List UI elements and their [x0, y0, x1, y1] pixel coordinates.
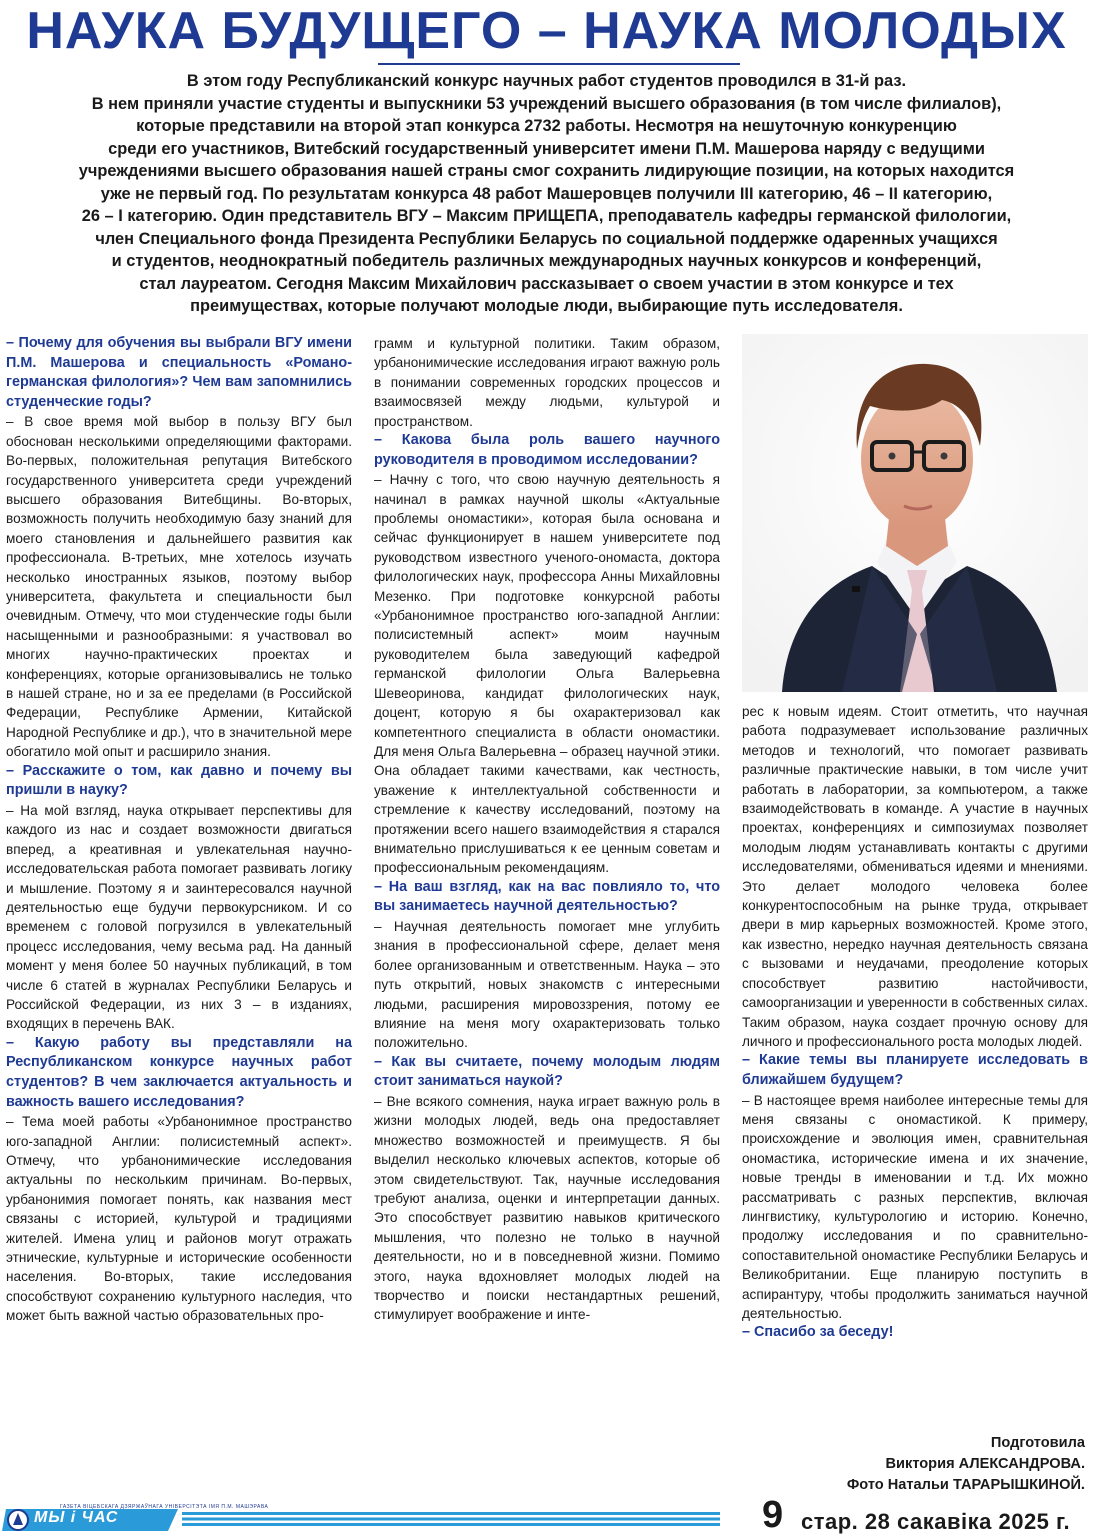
interview-question: – Как вы считаете, почему молодым людям стоит заниматься наукой? [374, 1053, 720, 1090]
interview-question: – Какова была роль вашего научного руководителя в проводимом исследовании? [374, 432, 720, 468]
interview-answer: рес к новым идеям. Стоит отметить, что научная работа подразумевает использование различных методов и технологий, что помогает развивать различные практические навыки, в том числе учит работать в лаборатории, за компьютером, а также взаимодействовать в команде. А участие в научных проектах, конференциях и симпозиумах позволяет молодым людям устанавливать контакты с другими исследователями, обмениваться идеями и мнениями. Это делает молодого человека более конкурентоспособным на рынке труда, открывает двери в мир карьерных возможностей. Кроме этого, как известно, нередко научная деятельность связана с вызовами и неудачами, преодоление которых способствует развитию настойчивости, самоорганизации и уверенности в собственных силах. Таким образом, наука создает прочную основу для личного и профессионального роста молодых людей. [742, 704, 1088, 1049]
credits-line-1: Подготовила [990, 1435, 1085, 1451]
lead-line: 26 – I категорию. Один представитель ВГУ – Максим ПРИЩЕПА, преподаватель кафедры германской филологии, [81, 207, 1012, 225]
lead-paragraph [14, 70, 1079, 318]
lead-line: преимуществах, которые получают молодые люди, выбирающие путь исследователя. [190, 297, 903, 315]
interview-answer: – Тема моей работы «Урбанонимное пространство юго-западной Англии: полисистемный аспект». Отмечу, что урбанонимические исследования актуальны по нескольким причинам. Во-первых, урбанонимия помогает понять, как названия мест связаны с историей, культурой и традициями жителей. Имена улиц и районов могут отражать этнические, культурные и исторические особенности населения. Во-вторых, такие исследования способствуют сохранению культурного наследия, что может быть важной частью образовательных про- [6, 1114, 352, 1324]
interview-question: – Расскажите о том, как давно и почему вы пришли в науку? [6, 762, 352, 799]
lead-line: В этом году Республиканский конкурс научных работ студентов проводился в 31-й раз. [186, 72, 907, 90]
interview-question: – Спасибо за беседу! [742, 1324, 894, 1341]
lead-line: учреждениями высшего образования нашей страны смог сохранить лидирующие позиции, на которых находится [78, 162, 1015, 180]
headline: НАУКА БУДУЩЕГО – НАУКА МОЛОДЫХ [26, 2, 1067, 60]
interview-answer: – В свое время мой выбор в пользу ВГУ был обоснован несколькими определяющими факторами. Во-первых, положительная репутация Витебского государственного университета среди учреждений высшего образования Витебщины. Во-вторых, возможность получить необходимую базу знаний для моего становления и дальнейшего развития как профессионала. В-третьих, мне хотелось изучать несколько иностранных языков, поэтому выбор университета, факультета и специальности был очевидным. Отмечу, что мои студенческие годы были насыщенными и разнообразными: я участвовал во многих научно-практических проектах и конференциях, которые организовывались не только в нашей стране, но и за ее пределами (в Российской Федерации, Республике Армении, Китайской Народной Республике и др.), что в значительной мере обогатило мой опыт и расширило знания. [6, 414, 352, 760]
title-rule [378, 63, 740, 65]
portrait-photo [742, 334, 1088, 692]
interview-answer: грамм и культурной политики. Таким образом, урбанонимические исследования играют важную роль в понимании современных городских процессов и взаимосвязей между людьми, культурой и пространством. [374, 336, 720, 429]
article-column-1 [6, 334, 352, 1326]
interview-question: – Какую работу вы представляли на Республиканском конкурсе научных работ студентов? В чем заключается актуальность и важность вашего исследования? [6, 1034, 352, 1110]
footer-stripes [182, 1512, 720, 1526]
interview-answer: – Вне всякого сомнения, наука играет важную роль в жизни молодых людей, ведь она предоставляет множество возможностей и преимуществ. Я бы выделил несколько ключевых аспектов, которые об этом свидетельствуют. Так, научные исследования требуют анализа, оценки и интерпретации данных. Это способствует развитию навыков критического мышления, что полезно не только в научной деятельности, но и в повседневной жизни. Помимо этого, наука вдохновляет молодых людей на творчество и поиски нестандартных решений, стимулирует воображение и инте- [374, 1093, 720, 1323]
interview-question: – Почему для обучения вы выбрали ВГУ имени П.М. Машерова и специальность «Романо-германская филология»? Чем вам запомнились студенческие годы? [6, 335, 352, 410]
lead-line: уже не первый год. По результатам конкурса 48 работ Машеровцев получили III категорию, 46 – II категорию, [100, 184, 993, 203]
logo-subtitle: ГАЗЕТА ВІЦЕБСКАГА ДЗЯРЖАЎНАГА УНІВЕРСІТЭТА ІМЯ П.М. МАШЭРАВА [60, 1504, 269, 1510]
lead-line: которые представили на второй этап конкурса 2732 работы. Несмотря на нешуточную конкуренцию [136, 117, 957, 135]
credits-photo: Фото Натальи ТАРАРЫШКИНОЙ. [846, 1477, 1085, 1493]
logo-text: МЫ і ЧАС [34, 1509, 119, 1526]
interview-question: – Какие темы вы планируете исследовать в ближайшем будущем? [742, 1052, 1088, 1088]
credits-author: Виктория АЛЕКСАНДРОВА. [885, 1456, 1085, 1472]
interview-question: – На ваш взгляд, как на вас повлияло то, что вы занимаетесь научной деятельностью? [374, 878, 720, 915]
interview-answer: – В настоящее время наиболее интересные темы для меня связаны с ономастикой. К примеру, происхождение и эволюция имен, сравнительная ономастика, исторические имена и их значение, новые тренды в именовании и т.д. Их можно рассматривать с разных перспектив, включая лингвистику, культурологию и историю. Конечно, продолжу исследования и по сравнительно-сопоставительной ономастике Республики Беларусь и Великобритании. Еще планирую поступить в аспирантуру, чтобы продолжить заниматься научной деятельностью. [742, 1092, 1088, 1321]
interview-answer: – Начну с того, что свою научную деятельность я начинал в рамках научной школы «Актуальные проблемы ономастики», которая была основана и сейчас функционирует в нашем университете под руководством известного ученого-ономаста, доктора филологических наук, профессора Анны Михайловны Мезенко. При подготовке конкурсной работы «Урбанонимное пространство юго-западной Англии: полисистемный аспект» моим научным руководителем была заведующий кафедрой германской филологии Ольга Валерьевна Шевеоринова, кандидат филологических наук, доцент, которую я бы охарактеризовал как компетентного специалиста в области ономастики. Для меня Ольга Валерьевна – образец научной этики. Она обладает такими качествами, как честность, уважение к интеллектуальной собственности и стремление к качеству исследований, поэтому на протяжении всего нашего взаимодействия я старался внимательно прислушиваться к ее ценным советам и профессиональным рекомендациям. [374, 472, 720, 876]
lead-line: В нем приняли участие студенты и выпускники 53 учреждений высшего образования (в том числе филиалов), [91, 94, 1002, 113]
credits [847, 1433, 1085, 1496]
page-number: 9 [762, 1494, 784, 1536]
page-date: стар. 28 сакавіка 2025 г. [801, 1509, 1071, 1534]
lead-line: член Специального фонда Президента Республики Беларусь по социальной поддержке одаренных учащихся [95, 229, 998, 248]
interview-answer: – Научная деятельность помогает мне углубить знания в профессиональной сфере, делает меня более организованным и ответственным. Наука – это путь открытий, новых знакомств с интересными людьми, расширения мировоззрения, потому ее влияние на меня могу охарактеризовать только положительно. [374, 918, 720, 1051]
article-column-2 [374, 334, 720, 1325]
lead-line: стал лауреатом. Сегодня Максим Михайлович рассказывает о своем участии в этом конкурсе и тех [139, 274, 954, 293]
lead-line: среди его участников, Витебский государственный университет имени П.М. Машерова наряду с ведущими [108, 139, 985, 158]
lead-line: и студентов, неоднократный победитель различных международных научных конкурсов и конференций, [111, 252, 982, 270]
article-column-3 [742, 702, 1088, 1343]
interview-answer: – На мой взгляд, наука открывает перспективы для каждого из нас и создает возможности двигаться вперед, а креативная и увлекательная научно-исследовательская работа помогает развивать логику и мышление. Поэтому я и заинтересовался научной деятельностью еще будучи первокурсником. И со временем с головой погрузился в увлекательный процесс исследования, чему весьма рад. На данный момент у меня более 50 научных публикаций, в том числе 6 статей в журналах Республики Беларусь и Российской Федерации, из них 3 – в изданиях, входящих в перечень ВАК. [6, 802, 352, 1032]
